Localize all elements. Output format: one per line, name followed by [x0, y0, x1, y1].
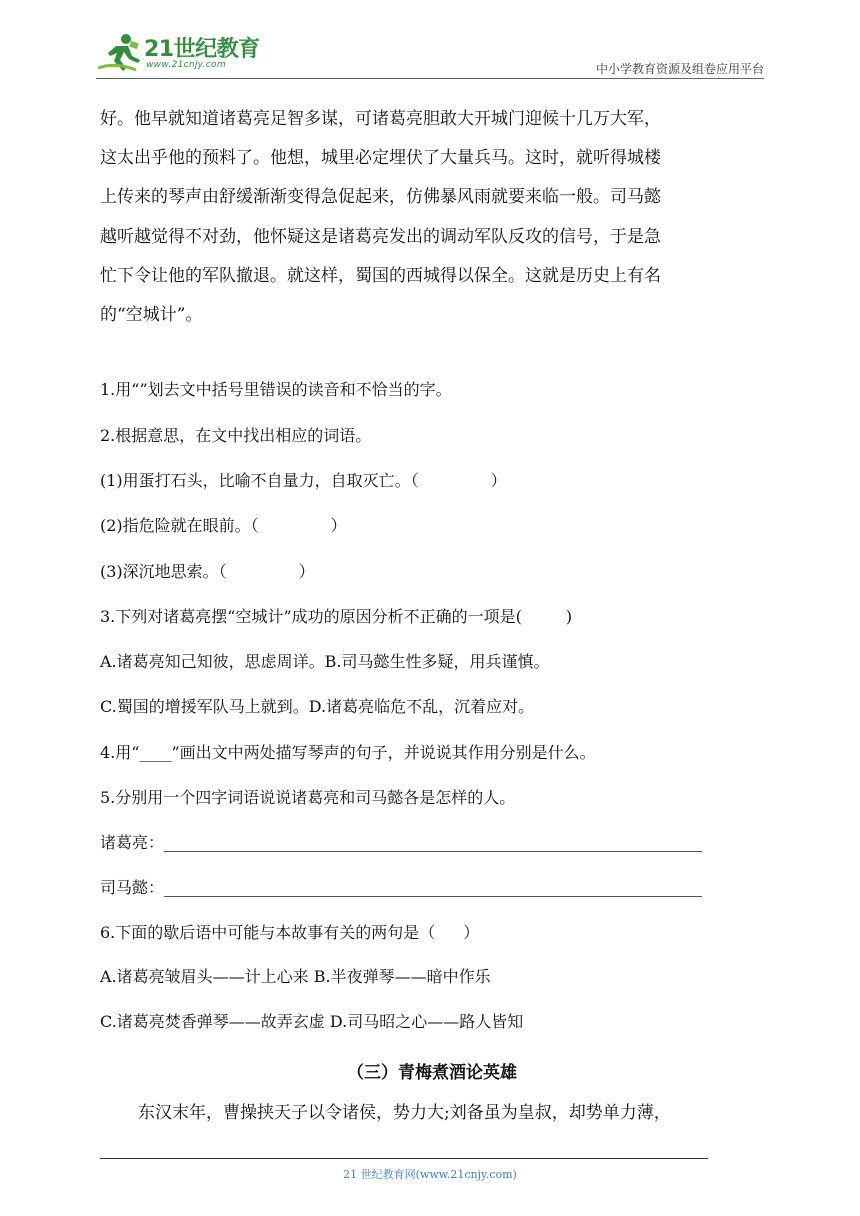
header-divider [96, 78, 764, 79]
passage-line: 上传来的琴声由舒缓渐渐变得急促起来，仿佛暴风雨就要来临一般。司马懿 [100, 187, 661, 208]
question-2-item-1-text: (1)用蛋打石头，比喻不自量力，自取灭亡。（ [100, 471, 419, 490]
question-5: 5.分别用一个四字词语说说诸葛亮和司马懿各是怎样的人。 [100, 788, 516, 807]
question-5-answer-b [100, 879, 702, 897]
passage-line: 这太出乎他的预料了。他想，城里必定埋伏了大量兵马。这时，就听得城楼 [100, 148, 661, 169]
question-3-options-cd: C.蜀国的增援军队马上就到。D.诸葛亮临危不乱，沉着应对。 [100, 697, 535, 716]
close-paren: ） [490, 471, 507, 490]
close-paren: ） [463, 923, 480, 942]
close-paren: ） [330, 516, 347, 535]
passage [100, 100, 764, 335]
runner-logo-icon [96, 32, 146, 74]
question-6-text: 6.下面的歇后语中可能与本故事有关的两句是（ [100, 923, 436, 942]
passage-line: 的“空城计”。 [100, 305, 203, 326]
passage-line: 越听越觉得不对劲，他怀疑这是诸葛亮发出的调动军队反攻的信号，于是急 [100, 226, 661, 247]
platform-name: 中小学教育资源及组卷应用平台 [595, 62, 764, 76]
footer-divider [100, 1158, 708, 1159]
question-1: 1.用“”划去文中括号里错误的读音和不恰当的字。 [100, 380, 452, 399]
question-2-item-1 [100, 472, 507, 490]
answer-label-simayi: 司马懿： [100, 878, 165, 897]
close-paren: ) [565, 607, 573, 626]
passage-line: 好。他早就知道诸葛亮足智多谋，可诸葛亮胆敢大开城门迎候十几万大军， [100, 109, 661, 129]
section-3-first-line: 东汉末年，曹操挟天子以令诸侯，势力大;刘备虽为皇叔，却势单力薄， [138, 1103, 671, 1123]
logo-text: 21世纪教育 [144, 37, 260, 62]
question-6-options-ab: A.诸葛亮皱眉头——计上心来 B.半夜弹琴——暗中作乐 [100, 967, 491, 986]
answer-line[interactable] [164, 837, 702, 852]
answer-label-zhugeliang: 诸葛亮： [100, 833, 165, 852]
section-title: （三）青梅煮酒论英雄 [347, 1063, 517, 1083]
close-paren: ） [298, 562, 315, 581]
footer-link[interactable]: 21 世纪教育网(www.21cnjy.com) [343, 1168, 517, 1181]
question-2-item-3-text: (3)深沉地思索。（ [100, 562, 227, 581]
passage-line: 忙下令让他的军队撤退。就这样，蜀国的西城得以保全。这就是历史上有名 [100, 265, 661, 286]
answer-line[interactable] [164, 882, 702, 897]
question-3-text: 3.下列对诸葛亮摆“空城计”成功的原因分析不正确的一项是( [100, 607, 522, 626]
question-6 [100, 924, 479, 942]
logo-url: www.21cnjy.com [146, 60, 226, 70]
question-6-options-cd: C.诸葛亮焚香弹琴——故弄玄虚 D.司马昭之心——路人皆知 [100, 1012, 524, 1031]
question-5-answer-a [100, 834, 702, 852]
question-4: 4.用“____”画出文中两处描写琴声的句子，并说说其作用分别是什么。 [100, 743, 596, 762]
document-body [100, 100, 764, 1123]
page-header [96, 30, 764, 78]
question-2-item-2 [100, 517, 347, 535]
question-2: 2.根据意思，在文中找出相应的词语。 [100, 426, 372, 445]
question-3 [100, 608, 572, 626]
question-3-options-ab: A.诸葛亮知己知彼，思虑周详。B.司马懿生性多疑，用兵谨慎。 [100, 652, 550, 671]
question-2-item-3 [100, 563, 315, 581]
question-2-item-2-text: (2)指危险就在眼前。（ [100, 516, 259, 535]
site-logo[interactable] [96, 30, 266, 76]
